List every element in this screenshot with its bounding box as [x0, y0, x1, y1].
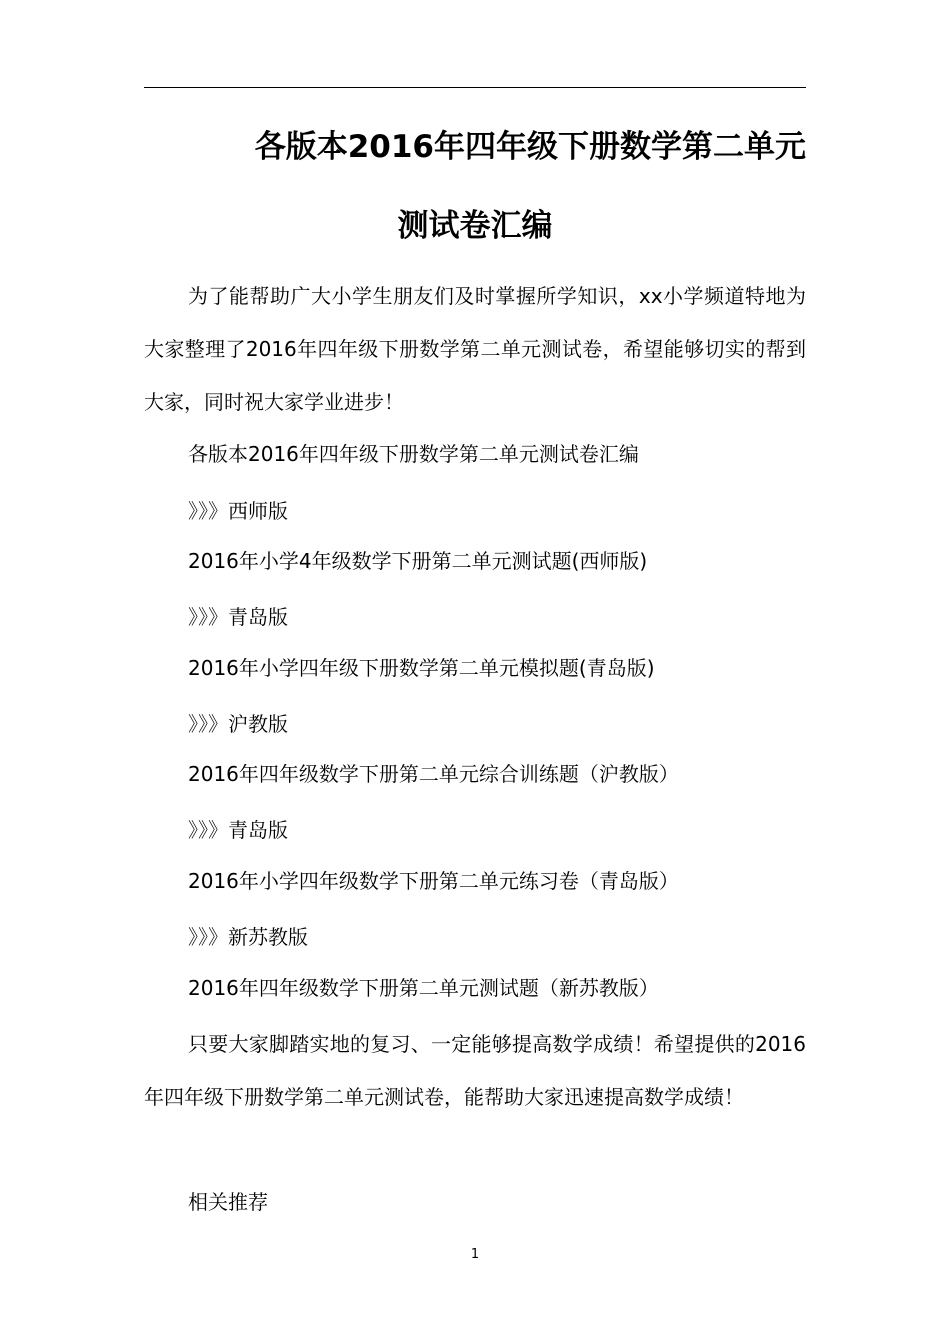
document-title-line-2: 测试卷汇编 [397, 208, 553, 244]
edition-label: 》》》青岛版 [188, 605, 288, 629]
intro-paragraph: 为了能帮助广大小学生朋友们及时掌握所学知识，xx小学频道特地为大家整理了2016年四年级下册数学第二单元测试卷，希望能够切实的帮到大家，同时祝大家学业进步！ [144, 284, 806, 414]
document-title-line-1: 各版本2016年四年级下册数学第二单元 [254, 129, 806, 165]
edition-label: 》》》新苏教版 [188, 925, 308, 949]
test-link[interactable]: 2016年小学4年级数学下册第二单元测试题(西师版) [188, 549, 648, 573]
test-link[interactable]: 2016年四年级数学下册第二单元综合训练题（沪教版） [188, 762, 679, 786]
related-recommendations-label: 相关推荐 [188, 1190, 268, 1214]
edition-label: 》》》青岛版 [188, 818, 288, 842]
list-heading: 各版本2016年四年级下册数学第二单元测试卷汇编 [188, 442, 639, 466]
test-link[interactable]: 2016年小学四年级下册数学第二单元模拟题(青岛版) [188, 656, 655, 680]
closing-paragraph: 只要大家脚踏实地的复习、一定能够提高数学成绩！希望提供的2016年四年级下册数学第二单元测试卷，能帮助大家迅速提高数学成绩！ [144, 1032, 806, 1109]
test-link[interactable]: 2016年四年级数学下册第二单元测试题（新苏教版） [188, 976, 659, 1000]
page-number: 1 [470, 1247, 480, 1262]
header-rule [144, 87, 806, 88]
edition-label: 》》》沪教版 [188, 712, 288, 736]
edition-label: 》》》西师版 [188, 499, 288, 523]
test-link[interactable]: 2016年小学四年级数学下册第二单元练习卷（青岛版） [188, 869, 679, 893]
